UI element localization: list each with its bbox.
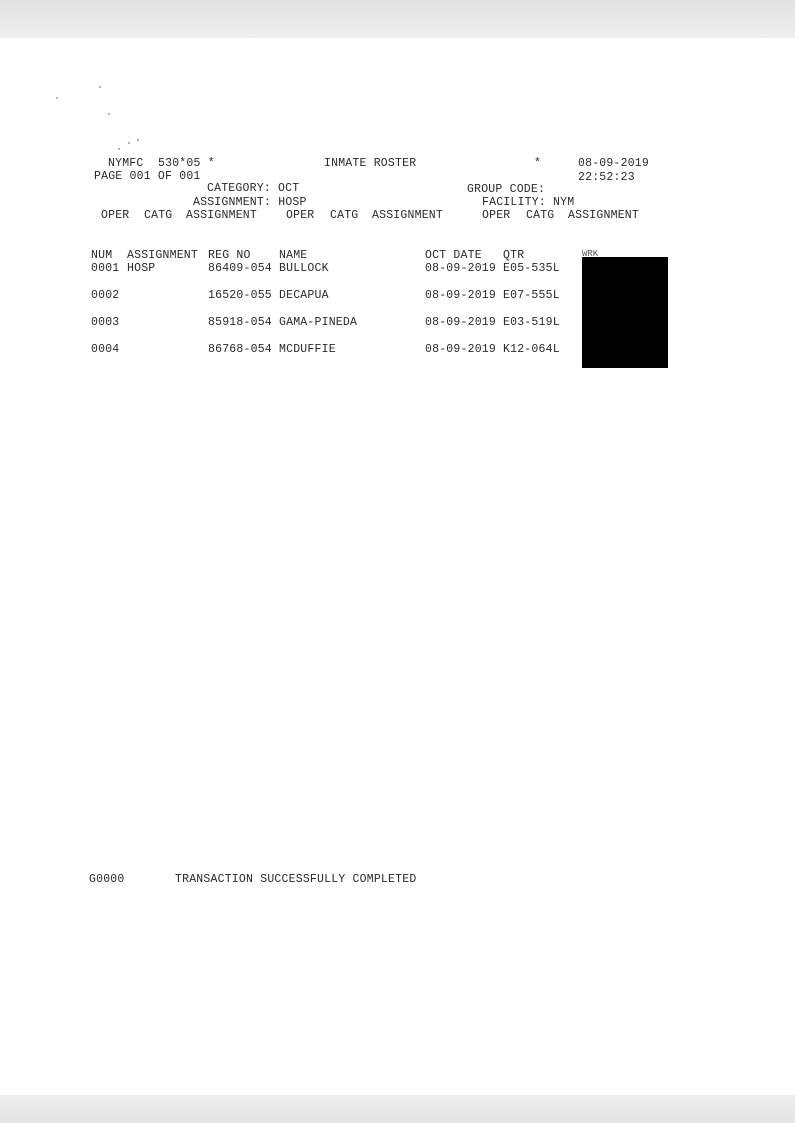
catg-header: CATG <box>330 209 359 222</box>
report-date: 08-09-2019 <box>578 157 650 170</box>
col-num: NUM <box>91 249 113 262</box>
header-star: * <box>534 157 542 170</box>
scan-speck <box>108 113 110 115</box>
facility-label: FACILITY: NYM <box>482 196 575 209</box>
oper-header: OPER <box>286 209 315 222</box>
row-name: DECAPUA <box>279 289 329 302</box>
row-qtr: E05-535L <box>503 262 560 275</box>
row-oct-date: 08-09-2019 <box>425 289 497 302</box>
scan-bottom-band <box>0 1095 795 1123</box>
scan-speck <box>118 148 120 150</box>
scan-speck <box>128 142 130 144</box>
row-num: 0001 <box>91 262 120 275</box>
screen-code: 530*05 * <box>158 157 215 170</box>
catg-header: CATG <box>526 209 555 222</box>
status-code: G0000 <box>89 873 125 886</box>
row-num: 0004 <box>91 343 120 356</box>
col-oct-date: OCT DATE <box>425 249 482 262</box>
row-reg-no: 85918-054 <box>208 316 272 329</box>
row-num: 0002 <box>91 289 120 302</box>
row-qtr: E07-555L <box>503 289 560 302</box>
category-label: CATEGORY: OCT <box>207 182 300 195</box>
col-assignment: ASSIGNMENT <box>127 249 199 262</box>
assignment-header: ASSIGNMENT <box>568 209 640 222</box>
row-reg-no: 86768-054 <box>208 343 272 356</box>
col-reg-no: REG NO <box>208 249 251 262</box>
row-reg-no: 16520-055 <box>208 289 272 302</box>
scan-top-band <box>0 0 795 38</box>
col-qtr: QTR <box>503 249 525 262</box>
catg-header: CATG <box>144 209 173 222</box>
page-title: INMATE ROSTER <box>324 157 417 170</box>
assignment-label: ASSIGNMENT: HOSP <box>193 196 307 209</box>
col-name: NAME <box>279 249 308 262</box>
row-assignment: HOSP <box>127 262 156 275</box>
row-oct-date: 08-09-2019 <box>425 343 497 356</box>
oper-header: OPER <box>101 209 130 222</box>
row-qtr: E03-519L <box>503 316 560 329</box>
assignment-header: ASSIGNMENT <box>186 209 258 222</box>
row-qtr: K12-064L <box>503 343 560 356</box>
status-message: TRANSACTION SUCCESSFULLY COMPLETED <box>175 873 417 886</box>
oper-header: OPER <box>482 209 511 222</box>
assignment-header: ASSIGNMENT <box>372 209 444 222</box>
col-wrk: WRK <box>582 250 599 257</box>
scan-speck <box>99 86 101 88</box>
redaction-block <box>582 257 668 368</box>
row-reg-no: 86409-054 <box>208 262 272 275</box>
row-name: GAMA-PINEDA <box>279 316 358 329</box>
row-num: 0003 <box>91 316 120 329</box>
page-indicator: PAGE 001 OF 001 <box>94 170 201 183</box>
row-name: MCDUFFIE <box>279 343 336 356</box>
row-oct-date: 08-09-2019 <box>425 316 497 329</box>
row-name: BULLOCK <box>279 262 329 275</box>
scan-speck <box>137 139 139 141</box>
scan-speck <box>56 97 58 99</box>
row-oct-date: 08-09-2019 <box>425 262 497 275</box>
report-time: 22:52:23 <box>578 171 635 184</box>
system-id: NYMFC <box>108 157 144 170</box>
group-code-label: GROUP CODE: <box>467 183 546 196</box>
